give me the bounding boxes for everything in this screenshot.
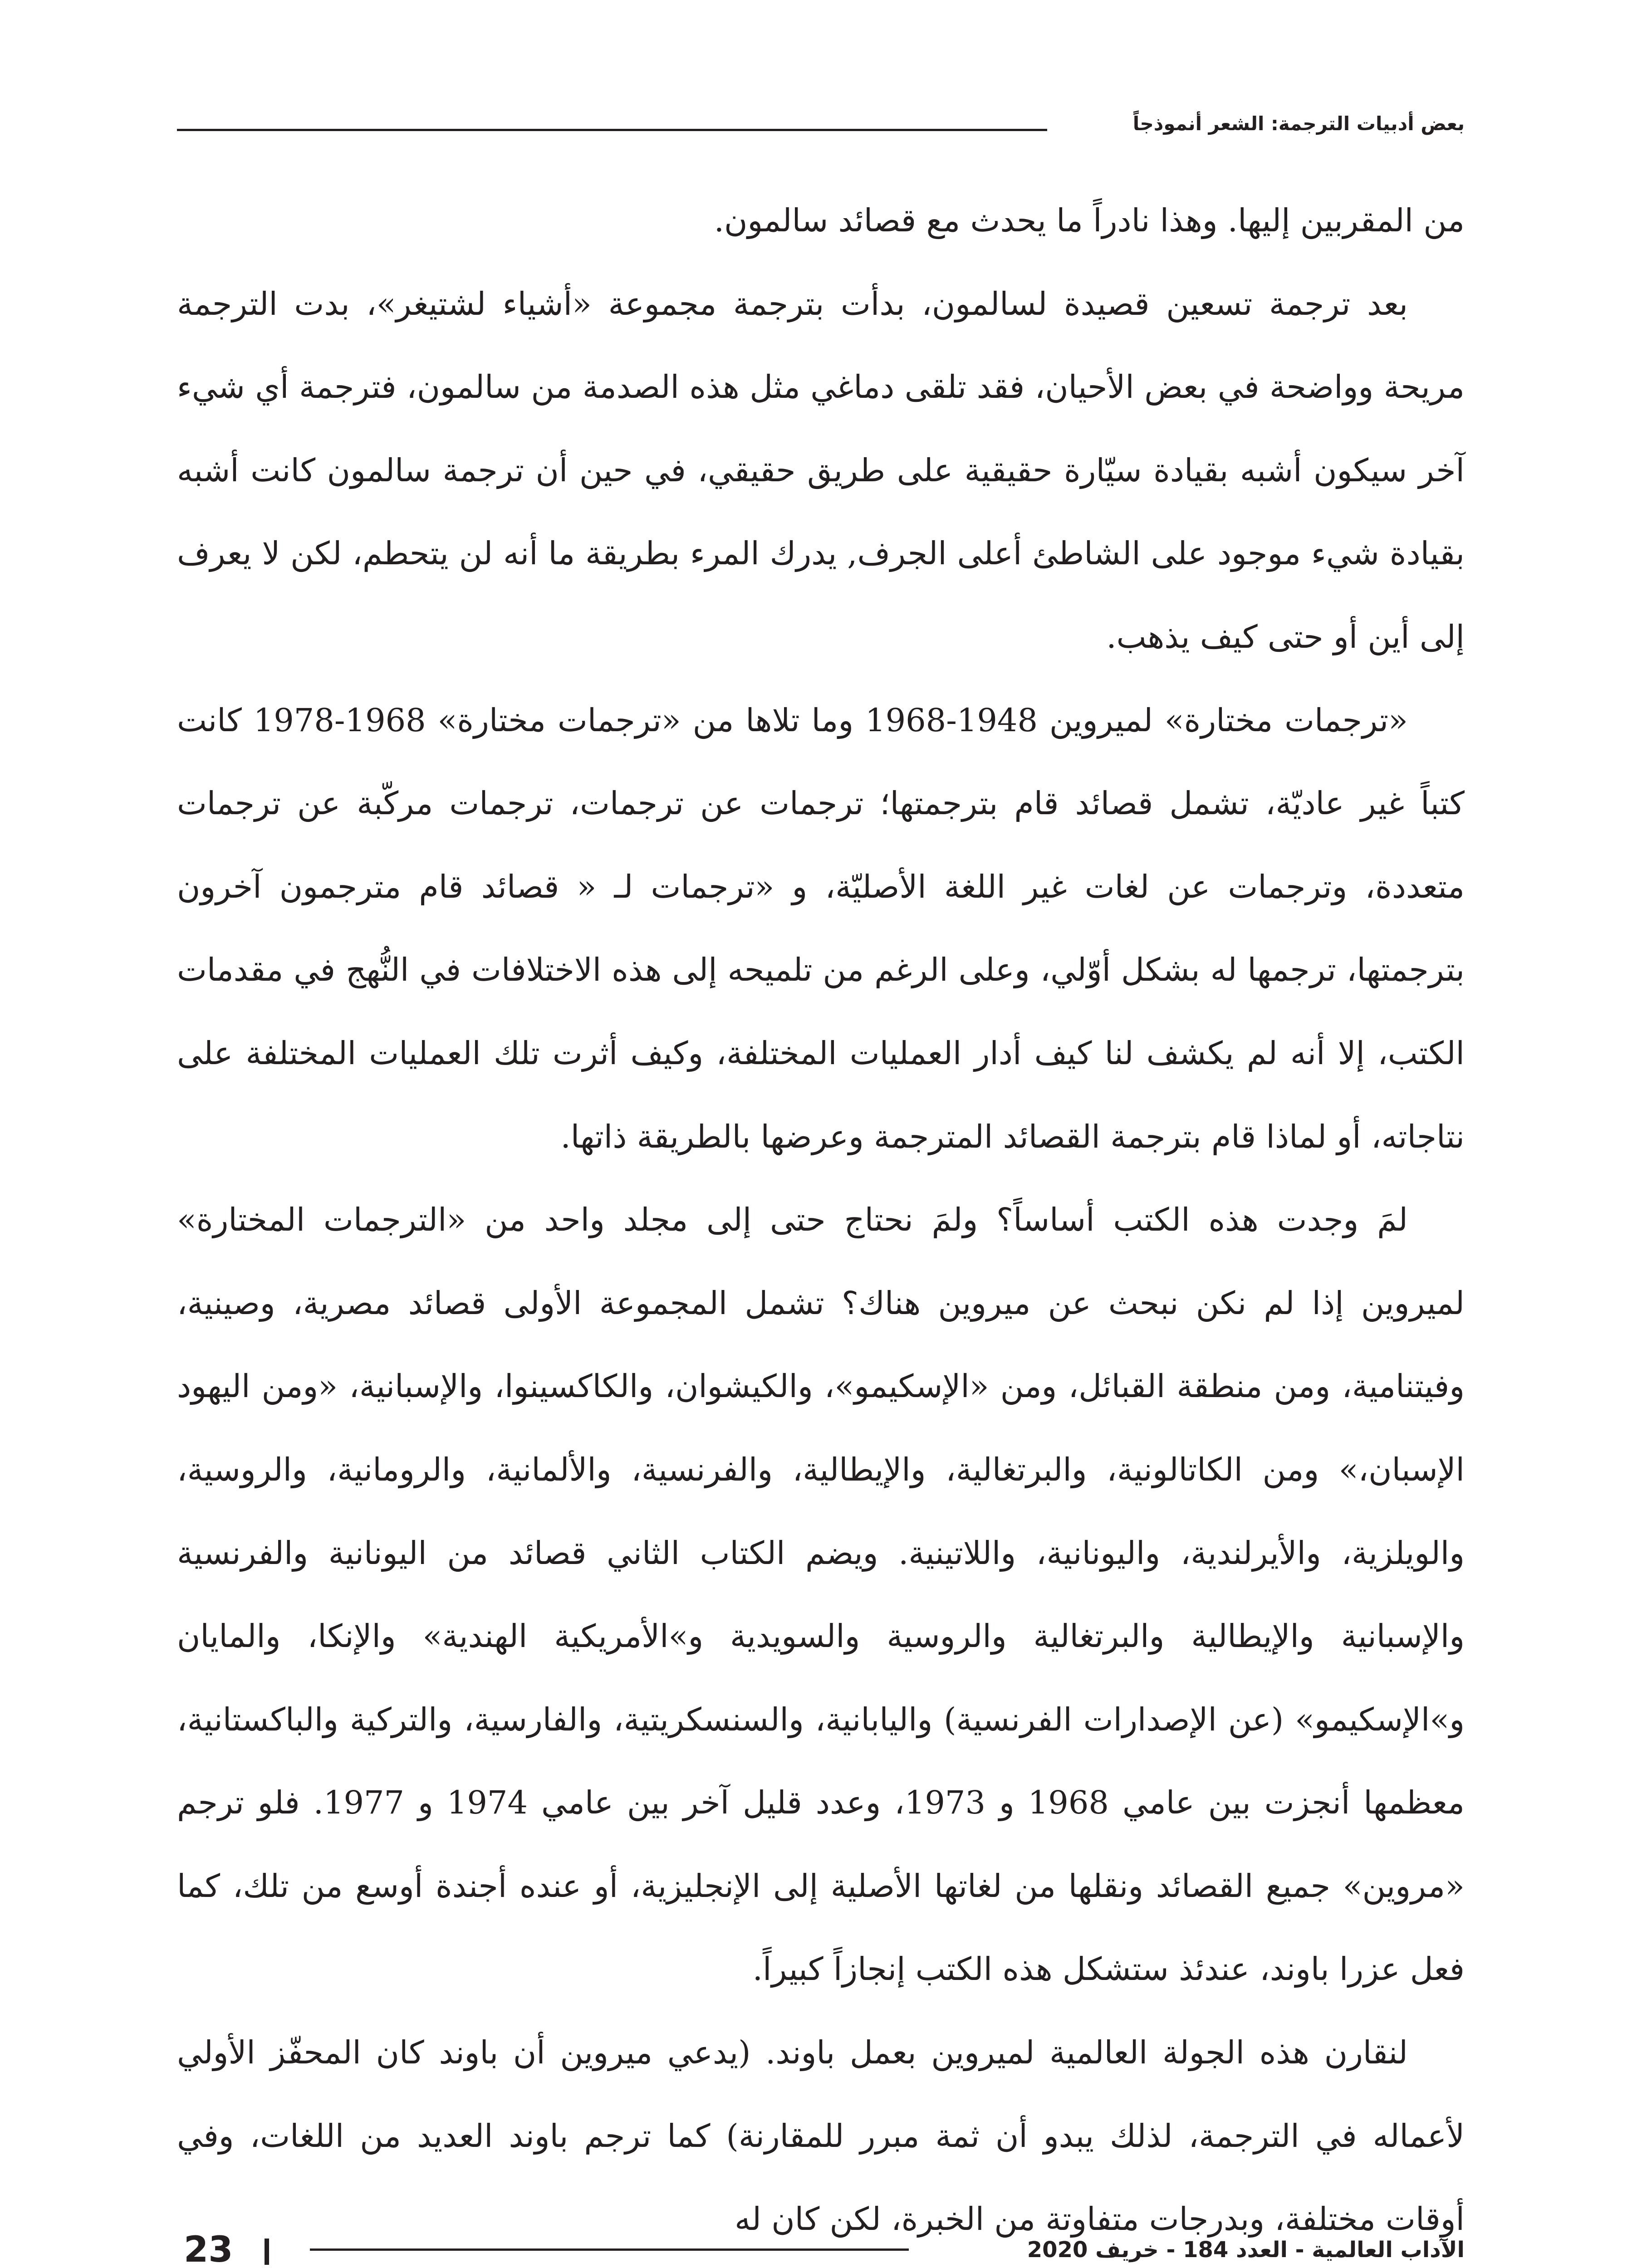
- running-header: [177, 108, 1465, 140]
- paragraph: لمَ وجدت هذه الكتب أساساً؟ ولمَ نحتاج حتى إلى مجلد واحد من «الترجمات المختارة» لميروين إذا لم نكن نبحث عن ميروين هناك؟ تشمل المجموعة الأولى قصائد مصرية، وصينية، وفيتنامية، ومن منطقة القبائل، ومن «الإسكيمو»، والكيشوان، والكاكسينوا، والإسبانية، «ومن اليهود الإسبان،» ومن الكاتالونية، والبرتغالية، والإيطالية، والفرنسية، والألمانية، والرومانية، والروسية، والويلزية، والأيرلندية، واليونانية، واللاتينية. ويضم الكتاب الثاني قصائد من اليونانية والفرنسية والإسبانية والإيطالية والبرتغالية والروسية والسويدية و»الأمريكية الهندية» والإنكا، والمايان و»الإسكيمو» (عن الإصدارات الفرنسية) واليابانية، والسنسكريتية، والفارسية، والتركية والباكستانية، معظمها أنجزت بين عامي 1968 و 1973، وعدد قليل آخر بين عامي 1974 و 1977. فلو ترجم «مروين» جميع القصائد ونقلها من لغاتها الأصلية إلى الإنجليزية، أو عنده أجندة أوسع من تلك، كما فعل عزرا باوند، عندئذ ستشكل هذه الكتب إنجازاً كبيراً.: [177, 1201, 1465, 1988]
- footer-rule: [310, 2248, 909, 2251]
- journal-issue-line: الآداب العالمية - العدد 184 - خريف 2020: [1027, 2237, 1465, 2263]
- page-footer: [177, 2229, 1465, 2268]
- header-rule: [177, 129, 1047, 131]
- footer-separator-bar: [265, 2239, 269, 2265]
- paragraph: بعد ترجمة تسعين قصيدة لسالمون، بدأت بترجمة مجموعة «أشياء لشتيغر»، بدت الترجمة مريحة وواضحة في بعض الأحيان، فقد تلقى دماغي مثل هذه الصدمة من سالمون، فترجمة أي شيء آخر سيكون أشبه بقيادة سيّارة حقيقية على طريق حقيقي، في حين أن ترجمة سالمون كانت أشبه بقيادة شيء موجود على الشاطئ أعلى الجرف, يدرك المرء بطريقة ما أنه لن يتحطم، لكن لا يعرف إلى أين أو حتى كيف يذهب.: [177, 285, 1465, 655]
- running-header-title: بعض أدبيات الترجمة: الشعر أنموذجاً: [1132, 112, 1465, 135]
- paragraph: «ترجمات مختارة» لميروين 1948-1968 وما تلاها من «ترجمات مختارة» 1968-1978 كانت كتباً غير عاديّة، تشمل قصائد قام بترجمتها؛ ترجمات عن ترجمات، ترجمات مركّبة عن ترجمات متعددة، وترجمات عن لغات غير اللغة الأصليّة، و «ترجمات لـ « قصائد قام مترجمون آخرون بترجمتها، ترجمها له بشكل أوّلي، وعلى الرغم من تلميحه إلى هذه الاختلافات في النُّهج في مقدمات الكتب، إلا أنه لم يكشف لنا كيف أدار العمليات المختلفة، وكيف أثرت تلك العمليات المختلفة على نتاجاته، أو لماذا قام بترجمة القصائد المترجمة وعرضها بالطريقة ذاتها.: [177, 701, 1465, 1155]
- paragraph: لنقارن هذه الجولة العالمية لميروين بعمل باوند. (يدعي ميروين أن باوند كان المحفّز الأولي لأعماله في الترجمة، لذلك يبدو أن ثمة مبرر للمقارنة) كما ترجم باوند العديد من اللغات، وفي أوقات مختلفة، وبدرجات متفاوتة من الخبرة، لكن كان له: [177, 2034, 1465, 2238]
- paragraph-continuation: من المقربين إليها. وهذا نادراً ما يحدث مع قصائد سالمون.: [714, 202, 1465, 239]
- page-number: 23: [184, 2229, 233, 2268]
- article-body: [177, 179, 1465, 2261]
